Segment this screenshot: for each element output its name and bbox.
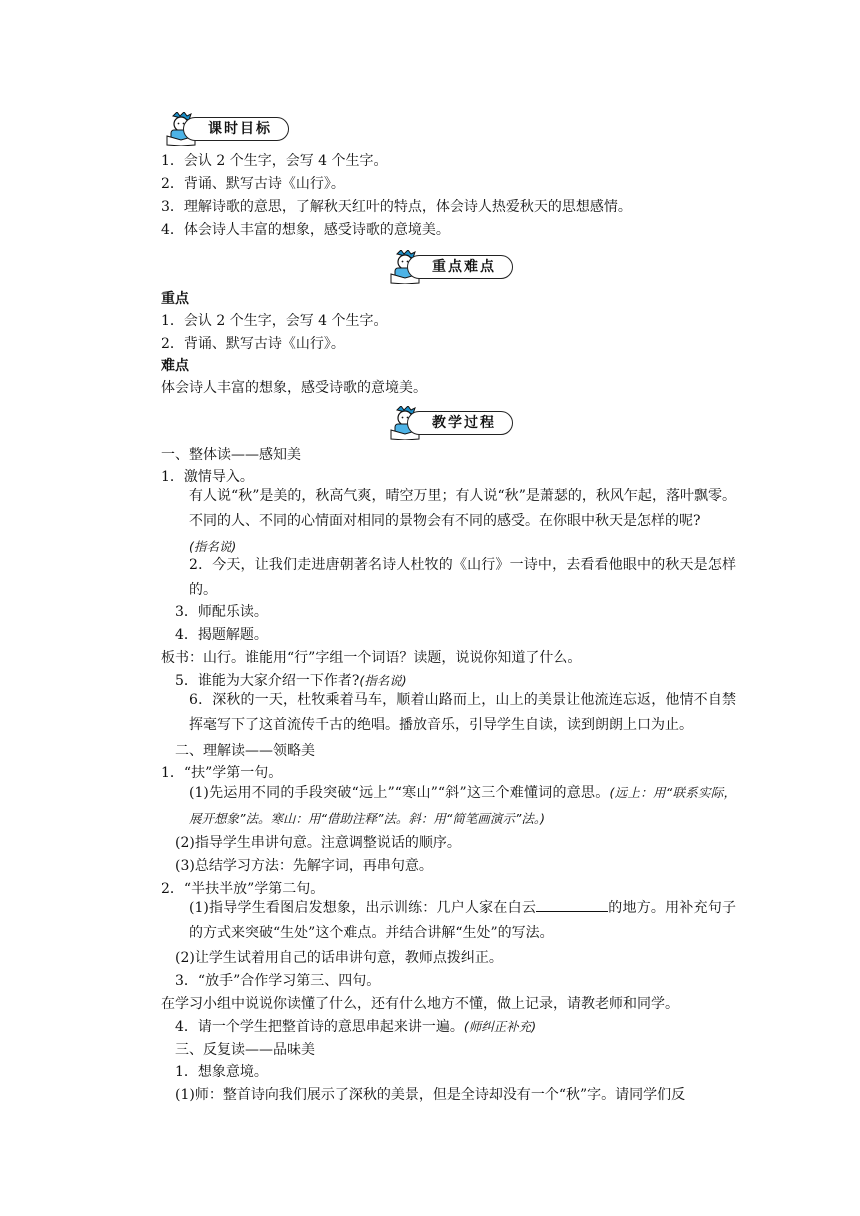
fill-in-blank (536, 899, 608, 912)
step-heading: 4．揭题解题。 (175, 627, 268, 643)
paragraph: (2)让学生试着用自己的话串讲句意，教师点拨纠正。 (175, 950, 503, 966)
paragraph: (3)总结学习方法：先解字词，再串句意。 (175, 858, 433, 874)
part-title: 三、反复读——品味美 (175, 1042, 315, 1058)
goal-item: 3．理解诗歌的意思，了解秋天红叶的特点，体会诗人热爱秋天的思想感情。 (161, 199, 632, 215)
step-heading: 3．师配乐读。 (175, 604, 268, 620)
goal-item: 2．背诵、默写古诗《山行》。 (161, 176, 345, 192)
step-heading: 5．谁能为大家介绍一下作者?(指名说) (175, 673, 407, 689)
focus-item: 1．会认 2 个生字，会写 4 个生字。 (161, 313, 388, 329)
paragraph: 6．深秋的一天，杜牧乘着马车，顺着山路而上，山上的美景让他流连忘返，他情不自禁挥毫写下了这首流传千古的绝唱。播放音乐，引导学生自读，读到朗朗上口为止。 (189, 692, 736, 733)
paragraph: (1)师：整首诗向我们展示了深秋的美景，但是全诗却没有一个“秋”字。请同学们反 (175, 1087, 686, 1103)
goal-item: 4．体会诗人丰富的想象，感受诗歌的意境美。 (161, 222, 450, 238)
paragraph: 有人说“秋”是美的，秋高气爽，晴空万里；有人说“秋”是萧瑟的，秋风乍起，落叶飘零。不同的人、不同的心情面对相同的景物会有不同的感受。在你眼中秋天是怎样的呢? (指名说) (189, 488, 736, 554)
section-title-goals: 课时目标 (183, 117, 289, 141)
part-title: 一、整体读——感知美 (161, 447, 301, 463)
paragraph: 在学习小组中说说你读懂了什么，还有什么地方不懂，做上记录，请教老师和同学。 (161, 996, 679, 1012)
paragraph: 板书：山行。谁能用“行”字组一个词语？读题，说说你知道了什么。 (161, 650, 582, 666)
teaching-note: (指名说) (359, 673, 407, 688)
paragraph: 2．今天，让我们走进唐朝著名诗人杜牧的《山行》一诗中，去看看他眼中的秋天是怎样的。 (189, 557, 736, 598)
section-title-process: 教学过程 (407, 411, 513, 435)
step-heading: 1．“扶”学第一句。 (161, 765, 283, 781)
teaching-note: (远上：用“联系实际，展开想象”法。寒山：用“借助注释”法。斜：用“简笔画演示”法。) (189, 785, 736, 826)
section-title-key: 重点难点 (407, 255, 513, 279)
section-header-key (385, 250, 515, 284)
section-header-goals (161, 112, 291, 146)
paragraph: (1)先运用不同的手段突破“远上”“寒山”“斜”这三个难懂词的意思。(远上：用“联系实际，展开想象”法。寒山：用“借助注释”法。斜：用“简笔画演示”法。) (189, 785, 736, 826)
difficulty-label: 难点 (161, 358, 189, 374)
focus-item: 2．背诵、默写古诗《山行》。 (161, 336, 345, 352)
step-heading: 1．想象意境。 (175, 1064, 268, 1080)
section-header-process (385, 406, 515, 440)
step-heading: 4．请一个学生把整首诗的意思串起来讲一遍。(师纠正补充) (175, 1019, 537, 1035)
step-heading: 2．“半扶半放”学第二句。 (161, 881, 325, 897)
teaching-note: (师纠正补充) (463, 1019, 537, 1034)
difficulty-text: 体会诗人丰富的想象，感受诗歌的意境美。 (161, 380, 427, 396)
paragraph: (2)指导学生串讲句意。注意调整说话的顺序。 (175, 835, 461, 851)
focus-label: 重点 (161, 291, 189, 307)
paragraph: (1)指导学生看图启发想象，出示训练：几户人家在白云 的地方。用补充句子的方式来突破“生处”这个难点。并结合讲解“生处”的写法。 (189, 900, 736, 941)
goal-item: 1．会认 2 个生字，会写 4 个生字。 (161, 153, 388, 169)
step-heading: 3．“放手”合作学习第三、四句。 (175, 973, 381, 989)
teaching-note: (指名说) (189, 539, 237, 554)
step-heading: 1．激情导入。 (161, 469, 254, 485)
part-title: 二、理解读——领略美 (175, 743, 315, 759)
